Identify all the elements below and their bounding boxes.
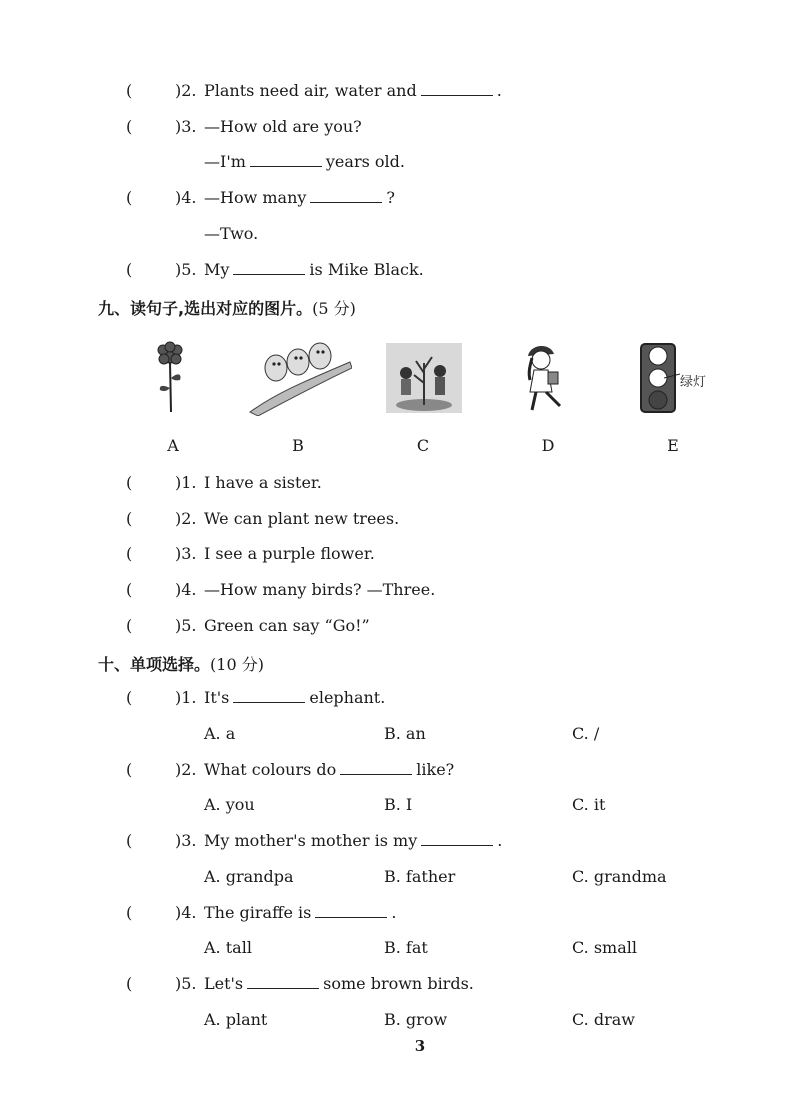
- children-planting-tree-icon: [386, 343, 462, 413]
- answer-blank[interactable]: [247, 974, 319, 989]
- option-c[interactable]: C. small: [572, 938, 637, 957]
- option-b[interactable]: B. I: [384, 795, 413, 814]
- answer-blank[interactable]: [421, 81, 493, 96]
- option-a[interactable]: A. tall: [204, 938, 252, 957]
- answer-blank[interactable]: [233, 260, 305, 275]
- option-b[interactable]: B. father: [384, 867, 456, 886]
- page-number: 3: [414, 1037, 426, 1055]
- flower-icon: [150, 340, 190, 416]
- green-light-annotation: 绿灯: [680, 375, 707, 390]
- picture-label-e: E: [667, 436, 679, 455]
- answer-blank[interactable]: [233, 688, 305, 703]
- picture-label-a: A: [167, 436, 179, 455]
- section9-heading: 九、读句子,选出对应的图片。(5 分): [98, 299, 356, 318]
- option-a[interactable]: A. a: [204, 724, 236, 743]
- option-b[interactable]: B. grow: [384, 1010, 448, 1029]
- birds-on-branch-icon: [248, 340, 352, 416]
- pointer-line-icon: [664, 372, 680, 382]
- section10-heading: 十、单项选择。(10 分): [98, 655, 264, 674]
- option-c[interactable]: C. /: [572, 724, 600, 743]
- answer-blank[interactable]: [250, 152, 322, 167]
- option-c[interactable]: C. draw: [572, 1010, 635, 1029]
- picture-label-b: B: [292, 436, 304, 455]
- option-b[interactable]: B. an: [384, 724, 426, 743]
- answer-blank[interactable]: [310, 188, 382, 203]
- answer-blank[interactable]: [421, 831, 493, 846]
- option-a[interactable]: A. grandpa: [204, 867, 294, 886]
- option-a[interactable]: A. you: [204, 795, 255, 814]
- option-b[interactable]: B. fat: [384, 938, 428, 957]
- girl-walking-icon: [516, 340, 578, 416]
- picture-label-c: C: [416, 436, 430, 455]
- picture-label-d: D: [541, 436, 555, 455]
- answer-blank[interactable]: [340, 760, 412, 775]
- option-c[interactable]: C. grandma: [572, 867, 667, 886]
- option-a[interactable]: A. plant: [204, 1010, 268, 1029]
- answer-blank[interactable]: [315, 903, 387, 918]
- option-c[interactable]: C. it: [572, 795, 606, 814]
